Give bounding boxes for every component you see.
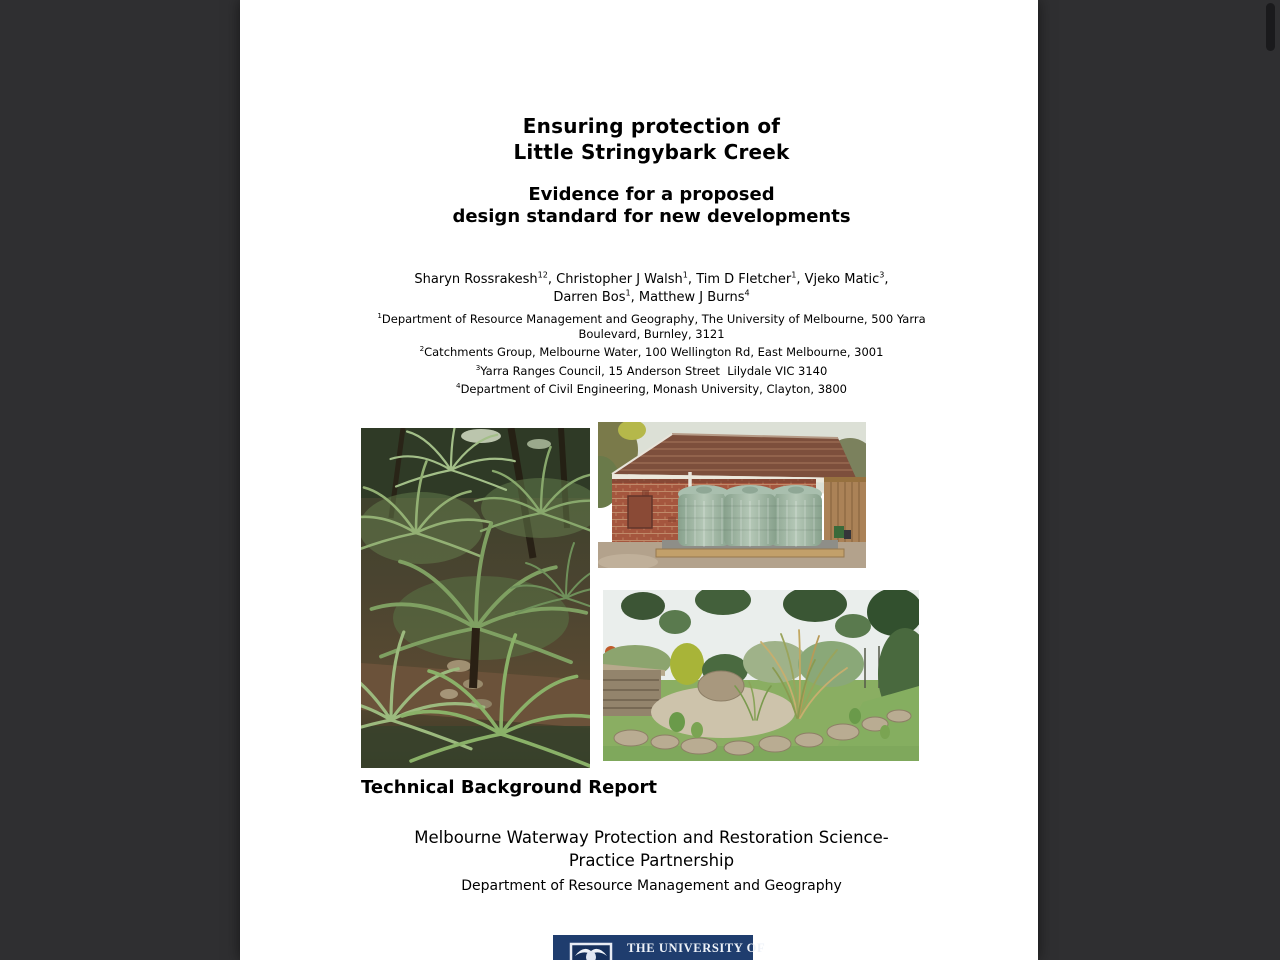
author-line-1: Sharyn Rossrakesh$^{12}$, Christopher J Walsh$^1$, Tim D Fletcher$^1$, Vjeko Matic$^3$,: [414, 270, 889, 287]
affiliation-4: $^4$Department of Civil Engineering, Monash University, Clayton, 3800: [456, 381, 847, 396]
page-title: [361, 113, 942, 165]
affiliation-1: $^1$Department of Resource Management and Geography, The University of Melbourne, 500 Yarra Boulevard, Burnley, 3121: [377, 311, 930, 341]
title-line-1: Ensuring protection of: [522, 114, 781, 138]
affiliation-2: $^2$Catchments Group, Melbourne Water, 100 Wellington Rd, East Melbourne, 3001: [419, 344, 884, 359]
partnership-line-2: Practice Partnership: [568, 851, 735, 870]
scrollbar-thumb[interactable]: [1266, 3, 1275, 51]
report-heading: Technical Background Report: [361, 777, 658, 798]
affiliation-3: $^3$Yarra Ranges Council, 15 Anderson Street Lilydale VIC 3140: [475, 362, 828, 378]
author-list: [361, 271, 942, 307]
department-line: Department of Resource Management and Geography: [461, 878, 842, 894]
affiliation-list: [361, 312, 942, 401]
title-line-2: Little Stringybark Creek: [513, 140, 790, 164]
tree-ferns-creek-photo: [361, 428, 590, 768]
partnership-line-1: Melbourne Waterway Protection and Restoration Science-: [414, 828, 889, 847]
house-rainwater-tanks-photo: [598, 422, 866, 568]
university-logo-text: THE UNIVERSITY OF: [627, 941, 766, 955]
raingarden-photo: [603, 590, 919, 761]
document-page: [240, 0, 1038, 960]
subtitle-line-2: design standard for new developments: [452, 206, 851, 227]
university-of-melbourne-logo: [553, 935, 766, 960]
photo-collage: [361, 422, 942, 768]
page-subtitle: [361, 184, 942, 228]
author-line-2: Darren Bos$^1$, Matthew J Burns$^4$: [553, 288, 750, 305]
subtitle-line-1: Evidence for a proposed: [528, 184, 775, 205]
university-crest-icon: [569, 940, 613, 960]
partnership-title: [361, 826, 942, 872]
